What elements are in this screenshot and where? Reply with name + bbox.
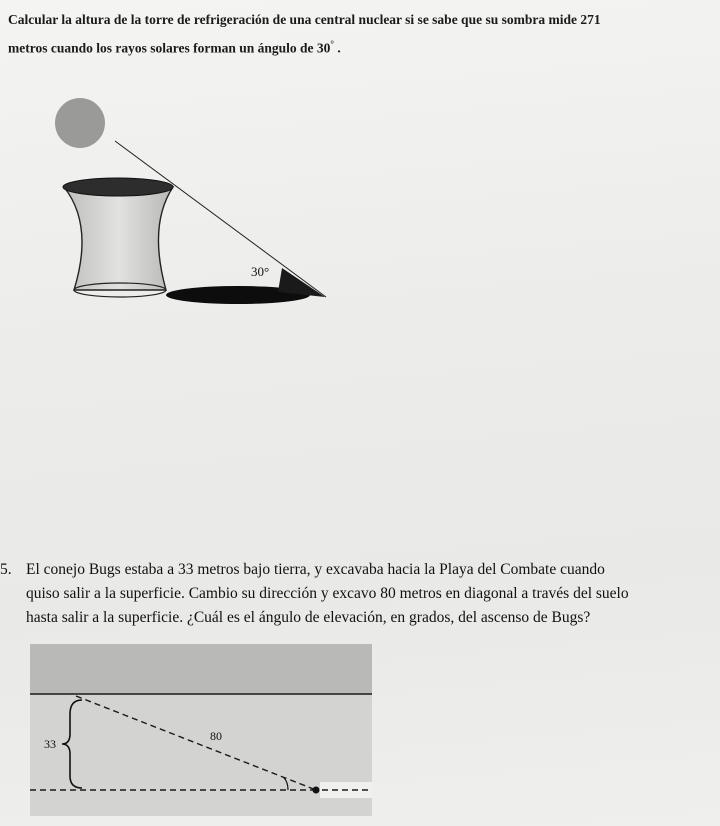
- bugs-tunnel-figure: [30, 644, 372, 816]
- problem-previous-line-1: Calcular la altura de la torre de refrigeración de una central nuclear si se sabe que su sombra mide 271: [8, 12, 601, 27]
- problem-5-line-2: quiso salir a la superficie. Cambio su dirección y excavo 80 metros en diagonal a través del suelo: [26, 585, 629, 602]
- problem-5: [0, 558, 716, 630]
- cooling-tower-figure: [0, 90, 360, 330]
- sun-icon: [55, 98, 105, 148]
- problem-previous-line-2: metros cuando los rayos solares forman un ángulo de 30° .: [8, 39, 341, 56]
- problem-previous-statement: [8, 8, 712, 61]
- problem-5-line-3: hasta salir a la superficie. ¿Cuál es el ángulo de elevación, en grados, del ascenso de Bugs?: [26, 609, 591, 626]
- problem-5-line-1: El conejo Bugs estaba a 33 metros bajo tierra, y excavaba hacia la Playa del Combate cuando: [26, 561, 605, 578]
- tower-angle-label: 30°: [251, 264, 270, 279]
- tower-body: [64, 187, 173, 290]
- problem-5-number: 5.: [0, 561, 12, 578]
- angle-wedge: [278, 268, 325, 297]
- tower-top-opening: [63, 178, 173, 196]
- depth-label: 33: [44, 737, 56, 751]
- bugs-exit-point: [313, 787, 320, 794]
- diagonal-label: 80: [210, 729, 222, 743]
- sky-band: [30, 644, 372, 694]
